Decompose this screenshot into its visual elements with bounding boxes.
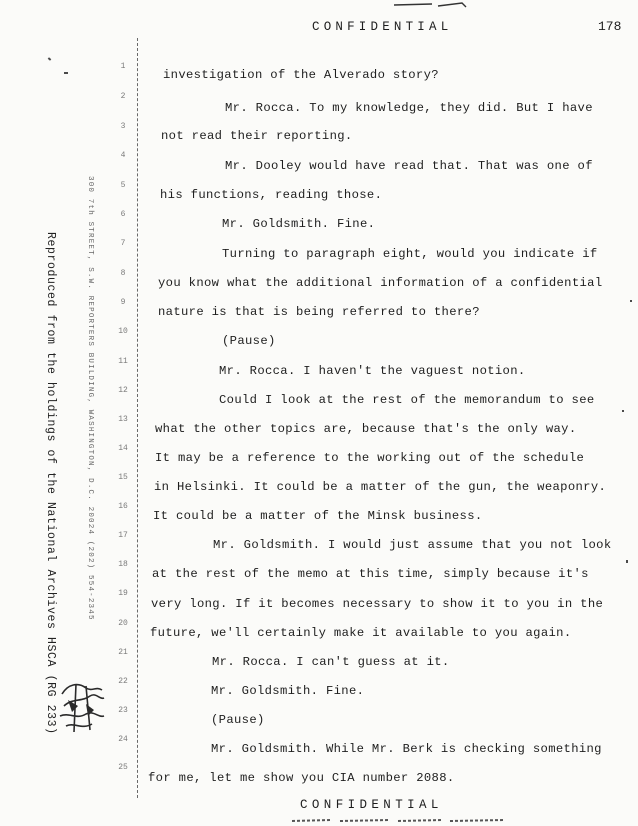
transcript-line: in Helsinki. It could be a matter of the gun, the weaponry.: [154, 480, 607, 494]
line-number: 25: [118, 763, 128, 772]
line-number: 7: [120, 239, 126, 248]
transcript-line: Mr. Rocca. To my knowledge, they did. But I have: [225, 101, 593, 115]
transcript-line: (Pause): [222, 334, 276, 348]
page-number: 178: [598, 19, 622, 34]
transcript-line: you know what the additional information of a confidential: [158, 276, 603, 290]
transcript-line: for me, let me show you CIA number 2088.: [148, 771, 455, 785]
transcript-line: It could be a matter of the Minsk business.: [153, 509, 483, 523]
margin-rule: [137, 38, 138, 798]
transcript-line: (Pause): [211, 713, 265, 727]
footer-confidential: CONFIDENTIAL: [300, 798, 443, 812]
line-number: 15: [118, 473, 128, 482]
line-number: 10: [118, 327, 128, 336]
footer-cut-off-text: [292, 818, 506, 823]
line-number: 17: [118, 531, 128, 540]
reproduction-notice: Reproduced from the holdings of the National Archives HSCA (RG 233): [44, 232, 57, 735]
line-number: 19: [118, 589, 128, 598]
line-number: 4: [120, 151, 126, 160]
line-number: 24: [118, 735, 128, 744]
line-number: 14: [118, 444, 128, 453]
scan-speck: [48, 57, 52, 60]
transcript-line: Mr. Rocca. I can't guess at it.: [212, 655, 450, 669]
line-number: 22: [118, 677, 128, 686]
transcript-line: Turning to paragraph eight, would you indicate if: [222, 247, 598, 261]
header-confidential: CONFIDENTIAL: [312, 20, 453, 34]
line-number: 11: [118, 357, 128, 366]
stamp-mark: [56, 676, 108, 736]
transcript-line: his functions, reading those.: [160, 188, 383, 202]
transcript-line: Mr. Goldsmith. I would just assume that you not look: [213, 538, 612, 552]
transcript-line: at the rest of the memo at this time, simply because it's: [152, 567, 589, 581]
transcript-line: what the other topics are, because that's the only way.: [155, 422, 577, 436]
line-number: 5: [120, 181, 126, 190]
transcript-line: Mr. Goldsmith. While Mr. Berk is checking something: [211, 742, 602, 756]
transcript-line: investigation of the Alverado story?: [163, 68, 439, 82]
scan-speck: [622, 410, 624, 412]
line-number: 8: [120, 269, 126, 278]
line-number: 3: [120, 122, 126, 131]
top-edge-mark: [392, 0, 482, 8]
scan-speck: [64, 72, 68, 74]
scan-speck: [630, 300, 632, 302]
line-number: 16: [118, 502, 128, 511]
transcript-line: nature is that is being referred to there?: [158, 305, 480, 319]
transcript-line: Could I look at the rest of the memorandum to see: [219, 393, 595, 407]
line-number: 1: [120, 62, 126, 71]
line-number: 20: [118, 619, 128, 628]
scan-speck: [626, 560, 628, 563]
transcript-line: Mr. Goldsmith. Fine.: [211, 684, 365, 698]
line-number: 21: [118, 648, 128, 657]
transcript-line: not read their reporting.: [161, 129, 353, 143]
transcript-line: It may be a reference to the working out of the schedule: [155, 451, 585, 465]
transcript-line: future, we'll certainly make it available to you again.: [150, 626, 572, 640]
transcript-line: Mr. Goldsmith. Fine.: [222, 217, 376, 231]
line-number: 6: [120, 210, 126, 219]
line-number: 12: [118, 386, 128, 395]
transcript-line: Mr. Dooley would have read that. That was one of: [225, 159, 593, 173]
transcript-line: very long. If it becomes necessary to show it to you in the: [151, 597, 604, 611]
line-number: 2: [120, 92, 126, 101]
transcript-line: Mr. Rocca. I haven't the vaguest notion.: [219, 364, 526, 378]
line-number: 18: [118, 560, 128, 569]
line-number: 13: [118, 415, 128, 424]
line-number: 23: [118, 706, 128, 715]
line-number: 9: [120, 298, 126, 307]
reporter-address: 300 7th STREET, S.W. REPORTERS BUILDING, WASHINGTON, D.C. 20024 (202) 554-2345: [86, 176, 94, 621]
